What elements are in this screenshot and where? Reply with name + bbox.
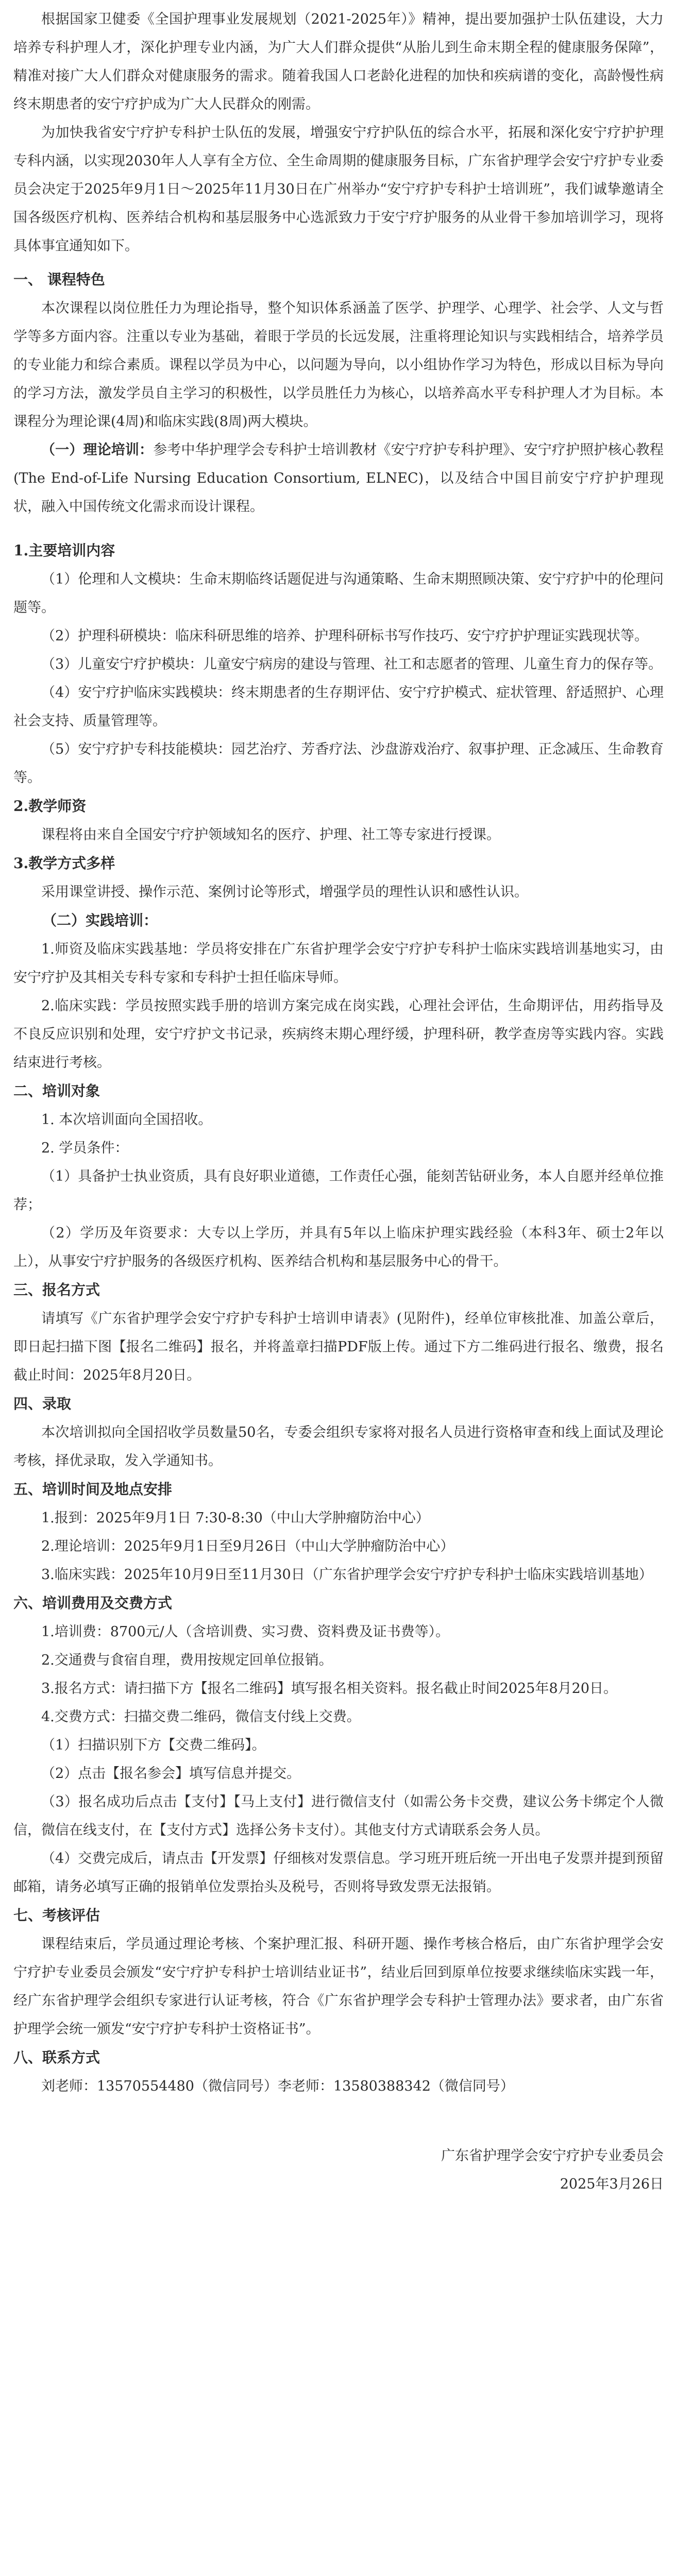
section-7-title: 七、考核评估 <box>13 1907 100 1924</box>
theory-training-title: （一）理论培训： <box>41 442 154 458</box>
admission-text: 本次培训拟向全国招收学员数量50名，专委会组织专家将对报名人员进行资格审查和线上面试及理论考核，择优录取，发入学通知书。 <box>13 1425 664 1469</box>
practice-item: 1.师资及临床实践基地：学员将安排在广东省护理学会安宁疗护专科护士临床实践培训基地实习，由安宁疗护及其相关专科专家和专科护士担任临床导师。 <box>13 941 664 986</box>
main-content-title: 1.主要培训内容 <box>13 542 115 559</box>
notice-document <box>13 5 664 2198</box>
target-item: （1）具备护士执业资质，具有良好职业道德，工作责任心强，能刻苦钻研业务，本人自愿并经单位推荐； <box>13 1168 664 1213</box>
schedule-item: 1.报到：2025年9月1日 7:30-8:30（中山大学肿瘤防治中心） <box>41 1510 430 1526</box>
section-5-title: 五、培训时间及地点安排 <box>13 1481 173 1498</box>
fee-item: 1.培训费：8700元/人（含培训费、实习费、资料费及证书费等）。 <box>41 1624 450 1640</box>
section-1-title: 一、 课程特色 <box>13 271 105 288</box>
registration-text: 请填写《广东省护理学会安宁疗护专科护士培训申请表》(见附件)，经单位审核批准、加盖公章后，即日起扫描下图【报名二维码】报名，并将盖章扫描PDF版上传。通过下方二维码进行报名、缴费，报名截止时间：2025年8月20日。 <box>13 1311 664 1383</box>
content-item: （2）护理科研模块：临床科研思维的培养、护理科研标书写作技巧、安宁疗护护理证实践现状等。 <box>41 628 649 644</box>
teaching-methods-title: 3.教学方式多样 <box>13 855 115 872</box>
content-item: （5）安宁疗护专科技能模块：园艺治疗、芳香疗法、沙盘游戏治疗、叙事护理、正念减压、生命教育等。 <box>13 741 664 786</box>
fee-item: 4.交费方式：扫描交费二维码，微信支付线上交费。 <box>41 1709 361 1725</box>
schedule-item: 2.理论培训：2025年9月1日至9月26日（中山大学肿瘤防治中心） <box>41 1538 454 1554</box>
section-4-title: 四、录取 <box>13 1395 72 1412</box>
section-6-title: 六、培训费用及交费方式 <box>13 1595 173 1612</box>
signoff-org: 广东省护理学会安宁疗护专业委员会 <box>441 2148 664 2164</box>
theory-training-text: 参考中华护理学会专科护士培训教材《安宁疗护专科护理》、安宁疗护照护核心教程(The End-of-Life Nursing Education Consortium, ELNEC)，以及结合中国目前安宁疗护护理现状，融入中国传统文化需求而设计课程。 <box>13 442 664 515</box>
schedule-item: 3.临床实践：2025年10月9日至11月30日（广东省护理学会安宁疗护专科护士临床实践培训基地） <box>41 1567 653 1583</box>
fee-item: （4）交费完成后，请点击【开发票】仔细核对发票信息。学习班开班后统一开出电子发票并提到预留邮箱，请务必填写正确的报销单位发票抬头及税号，否则将导致发票无法报销。 <box>13 1851 664 1895</box>
fee-item: 2.交通费与食宿自理，费用按规定回单位报销。 <box>41 1652 333 1668</box>
intro-paragraph-2: 为加快我省安宁疗护专科护士队伍的发展，增强安宁疗护队伍的综合水平，拓展和深化安宁疗护护理专科内涵，以实现2030年人人享有全方位、全生命周期的健康服务目标，广东省护理学会安宁疗护专业委员会决定于2025年9月1日～2025年11月30日在广州举办“安宁疗护专科护士培训班”，我们诚挚邀请全国各级医疗机构、医养结合机构和基层服务中心选派致力于安宁疗护服务的从业骨干参加培训学习，现将具体事宜通知如下。 <box>13 125 664 254</box>
faculty-text: 课程将由来自全国安宁疗护领域知名的医疗、护理、社工等专家进行授课。 <box>41 827 500 843</box>
content-item: （3）儿童安宁疗护模块：儿童安宁病房的建设与管理、社工和志愿者的管理、儿童生育力的保存等。 <box>41 656 663 672</box>
content-item: （4）安宁疗护临床实践模块：终末期患者的生存期评估、安宁疗护模式、症状管理、舒适照护、心理社会支持、质量管理等。 <box>13 685 664 729</box>
fee-item: （2）点击【报名参会】填写信息并提交。 <box>41 1766 301 1782</box>
section-8-title: 八、联系方式 <box>13 2049 100 2066</box>
assessment-text: 课程结束后，学员通过理论考核、个案护理汇报、科研开题、操作考核合格后，由广东省护理学会安宁疗护专业委员会颁发“安宁疗护专科护士培训结业证书”，结业后回到原单位按要求继续临床实践一年，经广东省护理学会组织专家进行认证考核，符合《广东省护理学会专科护士管理办法》要求者，由广东省护理学会统一颁发“安宁疗护专科护士资格证书”。 <box>13 1936 664 2037</box>
contact-text: 刘老师：13570554480（微信同号）李老师：13580388342（微信同号） <box>41 2078 514 2094</box>
target-item: 1. 本次培训面向全国招收。 <box>41 1112 212 1128</box>
theory-training-paragraph <box>13 436 664 521</box>
section-3-title: 三、报名方式 <box>13 1281 100 1298</box>
fee-item: 3.报名方式：请扫描下方【报名二维码】填写报名相关资料。报名截止时间2025年8月20日。 <box>41 1681 618 1697</box>
fee-item: （3）报名成功后点击【支付】【马上支付】进行微信支付（如需公务卡交费，建议公务卡绑定个人微信，微信在线支付，在【支付方式】选择公务卡支付）。其他支付方式请联系会务人员。 <box>13 1794 664 1838</box>
practice-item: 2.临床实践：学员按照实践手册的培训方案完成在岗实践，心理社会评估，生命期评估，用药指导及不良反应识别和处理，安宁疗护文书记录，疾病终末期心理纾缓，护理科研，教学查房等实践内容。实践结束进行考核。 <box>13 998 664 1071</box>
target-item: （2）学历及年资要求：大专以上学历，并具有5年以上临床护理实践经验（本科3年、硕士2年以上），从事安宁疗护服务的各级医疗机构、医养结合机构和基层服务中心的骨干。 <box>13 1225 664 1269</box>
teaching-methods-text: 采用课堂讲授、操作示范、案例讨论等形式，增强学员的理性认识和感性认识。 <box>41 884 528 900</box>
section-1-paragraph: 本次课程以岗位胜任力为理论指导，整个知识体系涵盖了医学、护理学、心理学、社会学、人文与哲学等多方面内容。注重以专业为基础，着眼于学员的长远发展，注重将理论知识与实践相结合，培养学员的专业能力和综合素质。课程以学员为中心，以问题为导向，以小组协作学习为特色，形成以目标为导向的学习方法，激发学员自主学习的积极性，以学员胜任力为核心，以培养高水平专科护理人才为目标。本课程分为理论课(4周)和临床实践(8周)两大模块。 <box>13 300 664 430</box>
practice-training-title: （二）实践培训： <box>42 912 158 929</box>
signoff-date: 2025年3月26日 <box>560 2176 664 2192</box>
intro-paragraph-1: 根据国家卫健委《全国护理事业发展规划（2021-2025年）》精神，提出要加强护士队伍建设，大力培养专科护理人才，深化护理专业内涵，为广大人们群众提供“从胎儿到生命末期全程的健康服务保障”，精准对接广大人们群众对健康服务的需求。随着我国人口老龄化进程的加快和疾病谱的变化，高龄慢性病终末期患者的安宁疗护成为广大人民群众的刚需。 <box>13 11 664 112</box>
section-2-title: 二、培训对象 <box>13 1082 100 1099</box>
faculty-title: 2.教学师资 <box>13 798 87 815</box>
fee-item: （1）扫描识别下方【交费二维码】。 <box>41 1737 266 1753</box>
target-item: 2. 学员条件： <box>41 1140 129 1156</box>
content-item: （1）伦理和人文模块：生命末期临终话题促进与沟通策略、生命末期照顾决策、安宁疗护中的伦理问题等。 <box>13 571 664 616</box>
